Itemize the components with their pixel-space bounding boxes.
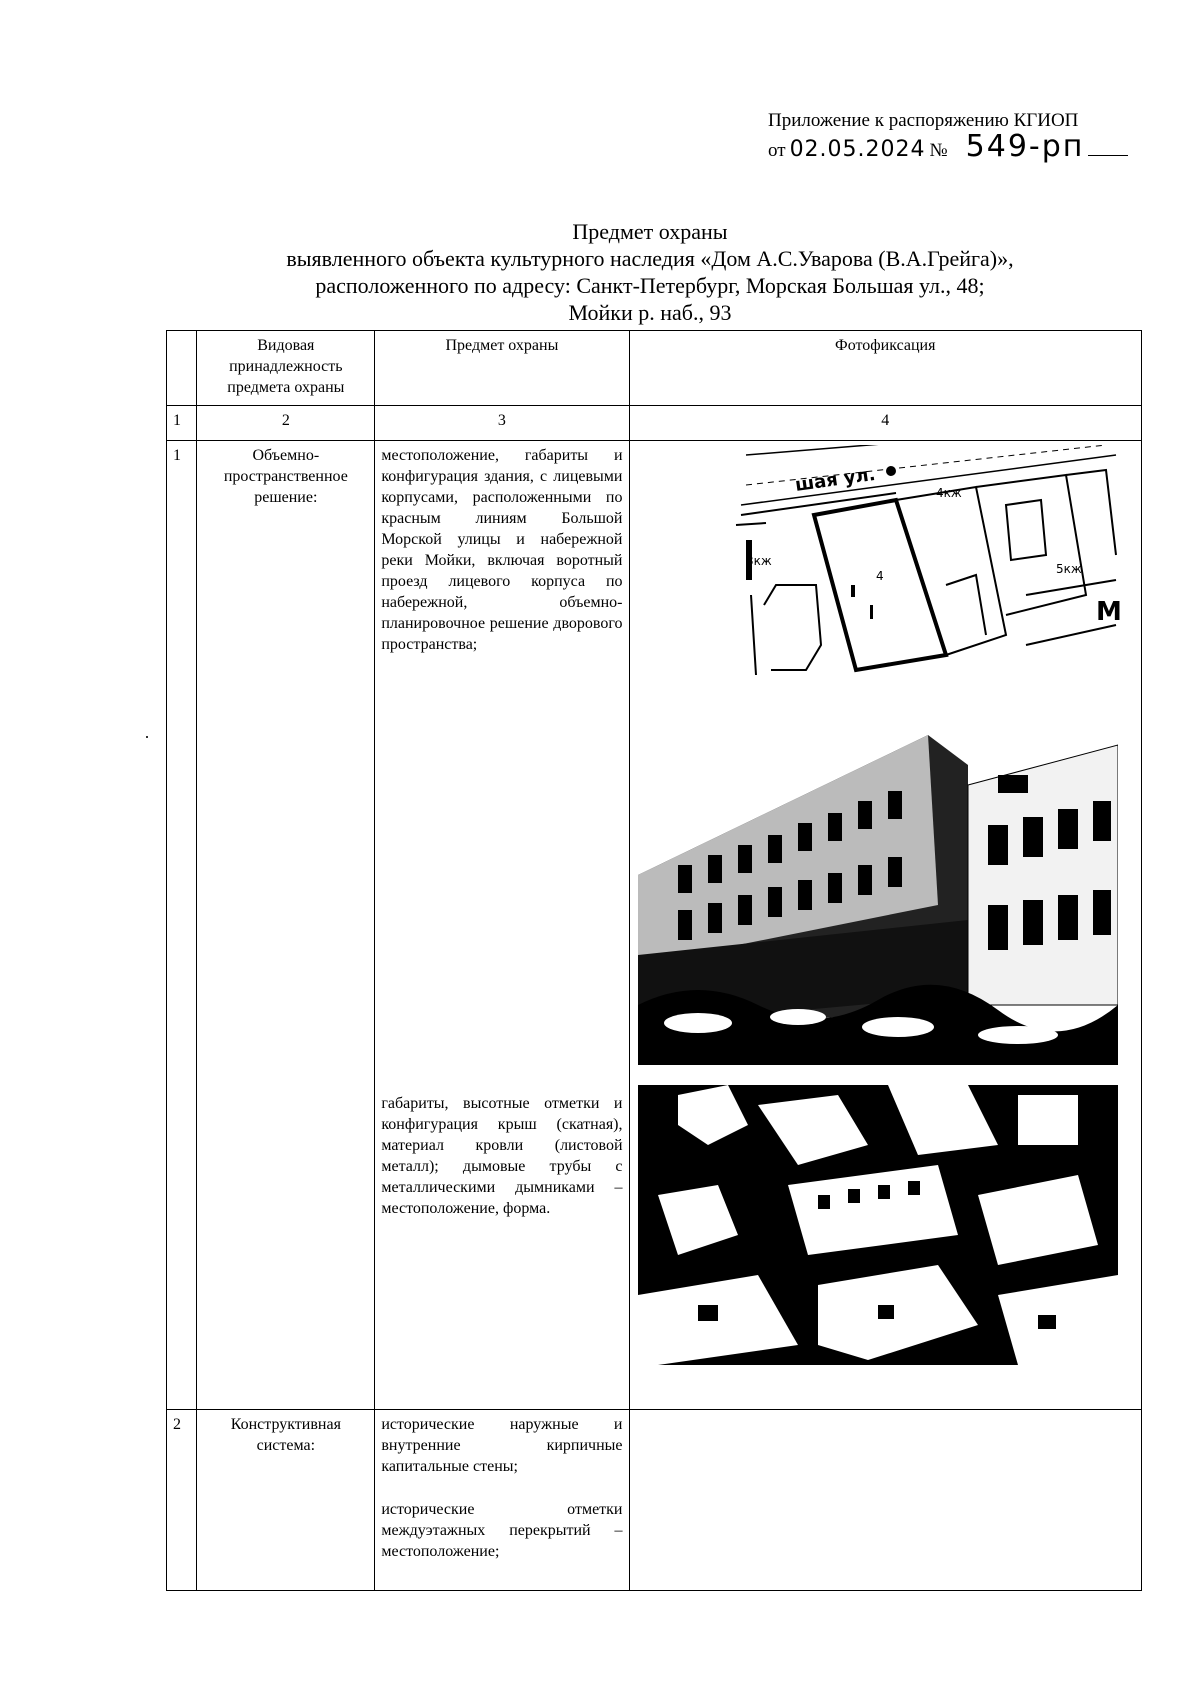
header-cell-category: Видовая принадлежность предмета охраны <box>197 331 375 406</box>
row-photo-cell <box>629 1410 1142 1591</box>
subject-paragraph: исторические наружные и внутренние кирпичные капитальные стены; <box>381 1416 623 1475</box>
map-street-label: шая ул. <box>793 463 877 496</box>
map-mark: 4кж <box>935 486 962 500</box>
order-date: 02.05.2024 <box>789 137 926 162</box>
annex-header <box>768 108 1128 164</box>
title-line-2: выявленного объекта культурного наследия «Дом А.С.Уварова (В.А.Грейга)», <box>286 246 1014 271</box>
table-row <box>167 1410 1142 1591</box>
row-category: Объемно-пространственное решение: <box>197 441 375 1410</box>
order-number-sign: № <box>929 140 948 161</box>
site-map-image <box>646 445 1126 675</box>
map-mark: 3кж <box>745 554 772 568</box>
order-reference <box>768 129 1128 164</box>
row-category: Конструктивная система: <box>197 1410 375 1591</box>
table-header-row <box>167 331 1142 406</box>
title-line-4: Мойки р. наб., 93 <box>568 300 732 325</box>
order-number: 549-рп <box>965 129 1085 164</box>
aerial-photo <box>638 1085 1118 1365</box>
document-title <box>150 218 1150 326</box>
header-cell-photo: Фотофиксация <box>629 331 1142 406</box>
subject-paragraph: местоположение, габариты и конфигурация здания, с лицевыми корпусами, расположенными по красным линиям Большой Морской улицы и набережной реки Мойки, включая воротный проезд лицевого корпуса по набережной, объемно-планировочное решение дворового пространства; <box>381 447 623 653</box>
row-number: 2 <box>167 1410 197 1591</box>
column-number-row <box>167 406 1142 441</box>
column-number: 4 <box>629 406 1142 441</box>
title-line-1: Предмет охраны <box>572 219 728 244</box>
order-underline <box>1088 135 1128 156</box>
column-number: 3 <box>375 406 629 441</box>
street-photo <box>638 705 1118 1065</box>
subject-paragraph: исторические отметки междуэтажных перекрытий – местоположение; <box>381 1501 623 1560</box>
row-subject <box>375 1410 629 1591</box>
annex-line: Приложение к распоряжению КГИОП <box>768 110 1079 131</box>
header-cell-num <box>167 331 197 406</box>
map-mark: М <box>1095 597 1122 627</box>
map-mark: 5кж <box>1055 562 1082 576</box>
row-subject <box>375 441 629 1410</box>
row-photo-cell <box>629 441 1142 1410</box>
header-cell-subject: Предмет охраны <box>375 331 629 406</box>
map-mark: 4 <box>875 569 884 583</box>
column-number: 1 <box>167 406 197 441</box>
row-number: 1 <box>167 441 197 1410</box>
title-line-3: расположенного по адресу: Санкт-Петербург, Морская Большая ул., 48; <box>315 273 985 298</box>
order-prefix: от <box>768 140 786 161</box>
subject-paragraph: габариты, высотные отметки и конфигурация крыш (скатная), материал кровли (листовой металл); дымовые трубы с металлическими дымниками – местоположение, форма. <box>381 1095 623 1217</box>
protection-table <box>166 330 1142 1591</box>
column-number: 2 <box>197 406 375 441</box>
table-row <box>167 441 1142 1410</box>
scan-speck <box>146 736 148 738</box>
